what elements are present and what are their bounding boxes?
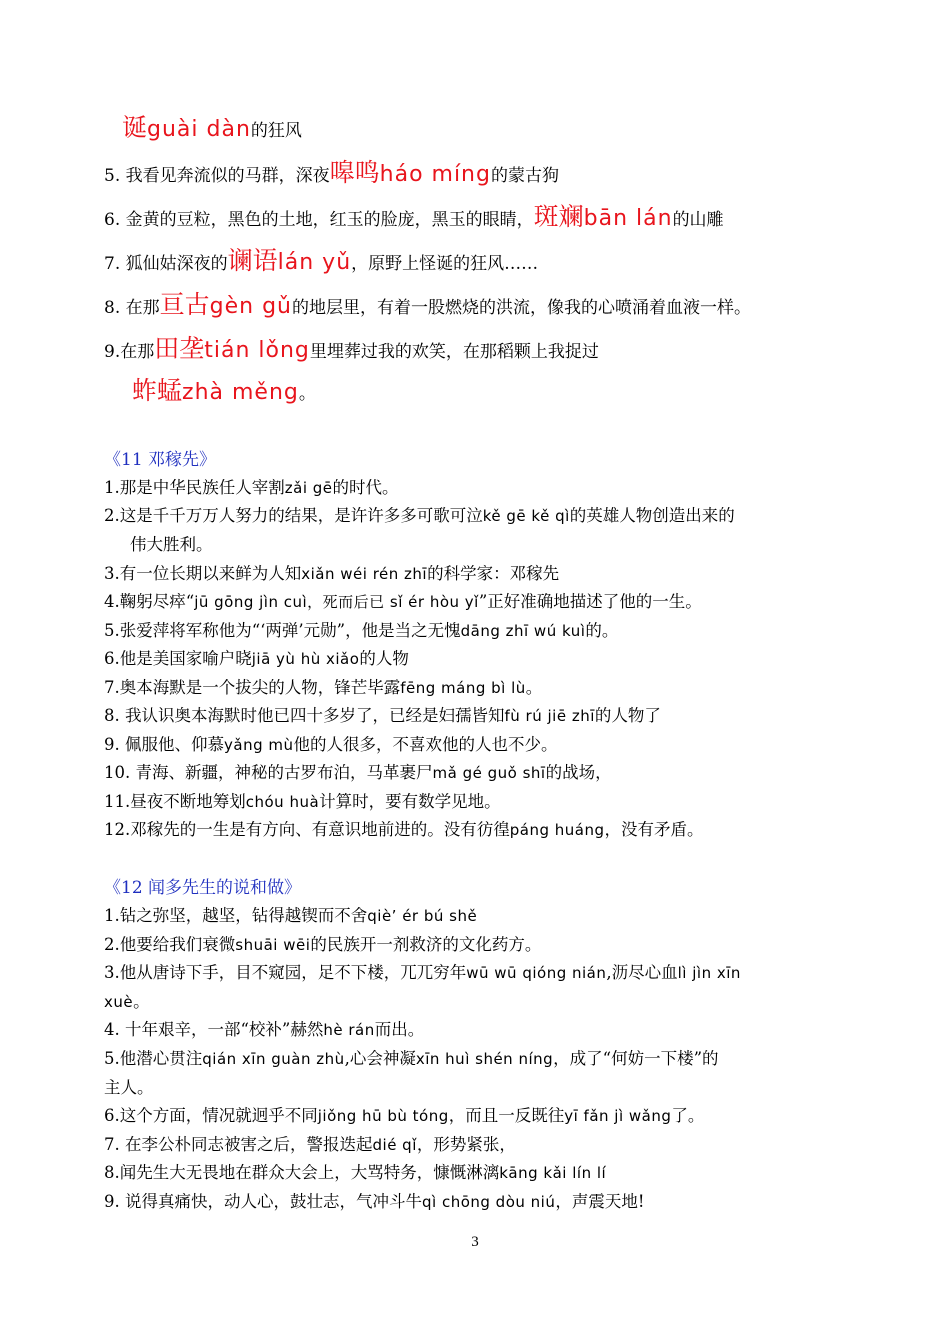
item-pinyin: jiǒng hū bù tóng	[317, 1107, 449, 1125]
item-text: 7.奥本海默是一个拔尖的人物，锋芒毕露	[104, 678, 401, 697]
vocab-chars: 谰语	[227, 246, 278, 275]
vocab-pre: 5. 我看见奔流似的马群，深夜	[104, 166, 330, 186]
item-pinyin: kě gē kě qì	[482, 507, 570, 525]
item-pinyin: shuāi wēi	[235, 936, 311, 954]
list-item	[104, 1077, 910, 1099]
item-pinyin: qián xīn guàn zhù	[202, 1050, 345, 1068]
item-pinyin: fēng máng bì lù	[400, 679, 526, 697]
item-pinyin: mǎ gé guǒ shī	[432, 764, 546, 782]
item-text: ”正好准确地描述了他的一生。	[478, 592, 702, 611]
item-pinyin: kāng kǎi lín lí	[499, 1164, 607, 1182]
list-item	[104, 819, 910, 841]
list-item	[104, 1162, 910, 1184]
item-pinyin: fù rú jiē zhī	[504, 707, 595, 725]
section-title: 《11 邓稼先》	[104, 450, 217, 470]
list-item	[130, 534, 910, 556]
list-item	[104, 591, 910, 613]
item-text: 8. 我认识奥本海默时他已四十多岁了，已经是妇孺皆知	[104, 706, 505, 725]
list-item	[104, 991, 910, 1013]
list-item	[104, 1019, 910, 1041]
list-item	[104, 648, 910, 670]
list-item	[104, 563, 910, 585]
item-text: 3.有一位长期以来鲜为人知	[104, 564, 302, 583]
list-item	[104, 1105, 910, 1127]
item-text: 的科学家：邓稼先	[427, 564, 560, 583]
vocab-post: 的地层里，有着一股燃烧的洪流，像我的心喷涌着血液一样。	[292, 298, 751, 318]
vocab-post: 的山雕	[672, 210, 724, 230]
item-text: 4. 十年艰辛，一部“校补”赫然	[104, 1020, 324, 1039]
item-text: ，没有矛盾。	[604, 820, 704, 839]
item-text: 3.他从唐诗下手，目不窥园，足不下楼，兀兀穷年	[104, 963, 467, 982]
item-pinyin: dāng zhī wú kuì	[460, 622, 586, 640]
item-pinyin: páng huáng	[509, 821, 605, 839]
vocab-chars: 蚱蜢	[132, 376, 183, 405]
vocab-chars: 诞	[122, 113, 148, 142]
item-pinyin: chóu huà	[245, 793, 320, 811]
item-text: 。	[133, 992, 150, 1011]
item-pinyin: xuè	[104, 993, 134, 1011]
item-text: ，而且一反既往	[448, 1106, 565, 1125]
item-text: 的。	[585, 621, 619, 640]
vocab-post: ，原野上怪诞的狂风……	[351, 254, 539, 274]
vocab-post: 的狂风	[250, 121, 302, 141]
vocab-line	[122, 113, 910, 142]
list-item	[104, 477, 910, 499]
item-text: 9. 佩服他、仰慕	[104, 735, 224, 754]
vocab-chars: 嗥鸣	[329, 158, 380, 187]
item-text: ，成了“何妨一下楼”的	[553, 1049, 719, 1068]
item-text: 了。	[671, 1106, 705, 1125]
vocab-pinyin: tián lǒng	[204, 338, 310, 363]
item-pinyin: jū gōng jìn cuì，死而后已 sǐ ér hòu yǐ	[194, 593, 479, 611]
vocab-pinyin: bān lán	[583, 206, 673, 231]
item-text: 2.他要给我们衰微	[104, 935, 236, 954]
list-item	[104, 620, 910, 642]
vocab-line	[132, 376, 910, 405]
vocab-pinyin: lán yǔ	[277, 250, 352, 275]
item-text: 伟大胜利。	[130, 535, 213, 554]
item-text: 11.昼夜不断地筹划	[104, 792, 246, 811]
item-pinyin: qiè’ ér bú shě	[367, 907, 478, 925]
section-title: 《12 闻多先生的说和做》	[104, 878, 302, 898]
vocab-chars: 亘古	[159, 290, 210, 319]
item-text: 1.那是中华民族任人宰割	[104, 478, 285, 497]
vocab-chars: 斑斓	[533, 202, 584, 231]
vocab-pinyin: háo míng	[379, 162, 491, 187]
item-pinyin: yǎng mù	[224, 736, 294, 754]
item-text: ，形势紧张，	[416, 1135, 516, 1154]
list-item	[104, 1134, 910, 1156]
list-item	[104, 677, 910, 699]
vocab-post: 的蒙古狗	[490, 166, 559, 186]
list-item	[104, 934, 910, 956]
item-pinyin: wū wū qióng nián	[466, 964, 607, 982]
item-pinyin: lì jìn xīn	[677, 964, 741, 982]
item-text: 主人。	[104, 1078, 154, 1097]
item-text: 的英雄人物创造出来的	[569, 506, 735, 525]
item-pinyin: xiǎn wéi rén zhī	[301, 565, 428, 583]
vocab-post: 。	[298, 384, 316, 404]
item-text: 6.他是美国家喻户晓	[104, 649, 252, 668]
vocab-line	[104, 246, 910, 275]
vocab-pinyin: gèn gǔ	[209, 294, 292, 319]
vocab-pinyin: guài dàn	[147, 117, 251, 142]
item-pinyin: xīn huì shén níng	[415, 1050, 554, 1068]
list-item	[104, 762, 910, 784]
vocab-post: 里埋葬过我的欢笑，在那稻颗上我捉过	[309, 342, 599, 362]
vocab-pre: 7. 狐仙姑深夜的	[104, 254, 228, 274]
list-item	[104, 1048, 910, 1070]
item-text: 12.邓稼先的一生是有方向、有意识地前进的。没有彷徨	[104, 820, 510, 839]
vocab-pre: 8. 在那	[104, 298, 160, 318]
vocab-pre: 9.在那	[104, 342, 155, 362]
item-text: 的民族开一剂救济的文化药方。	[310, 935, 542, 954]
item-text: 的战场，	[545, 763, 612, 782]
item-pinyin: zǎi gē	[284, 479, 333, 497]
list-item	[104, 962, 910, 984]
list-item	[104, 905, 910, 927]
list-item	[104, 705, 910, 727]
item-text: 他的人很多，不喜欢他的人也不少。	[293, 735, 558, 754]
list-item	[104, 505, 910, 527]
page-number: 3	[471, 1234, 479, 1250]
item-text: 9. 说得真痛快，动人心，鼓壮志，气冲斗牛	[104, 1192, 422, 1211]
vocab-chars: 田垄	[154, 334, 205, 363]
item-pinyin: qì chōng dòu niú	[422, 1193, 556, 1211]
vocab-line	[104, 334, 910, 363]
item-text: 而出。	[374, 1020, 425, 1039]
item-text: ，声震天地!	[555, 1192, 645, 1211]
item-text: ,沥尽心血	[606, 963, 678, 982]
vocab-line	[104, 202, 910, 231]
item-pinyin: jiā yù hù xiǎo	[251, 650, 360, 668]
vocab-pre: 6. 金黄的豆粒，黑色的土地，红玉的脸庞，黑玉的眼睛，	[104, 210, 534, 230]
item-pinyin: hè rán	[323, 1021, 375, 1039]
vocab-line	[104, 290, 910, 319]
list-item	[104, 791, 910, 813]
item-text: 。	[525, 678, 543, 697]
list-item	[104, 1191, 910, 1213]
vocab-pinyin: zhà měng	[182, 380, 299, 405]
item-text: 的时代。	[332, 478, 399, 497]
item-text: 1.钻之弥坚，越坚，钻得越锲而不舍	[104, 906, 368, 925]
item-text: 7. 在李公朴同志被害之后，警报迭起	[104, 1135, 373, 1154]
item-text: 的人物	[359, 649, 409, 668]
item-text: 8.闻先生大无畏地在群众大会上，大骂特务，慷慨淋漓	[104, 1163, 500, 1182]
item-text: 6.这个方面，情况就迥乎不同	[104, 1106, 318, 1125]
list-item	[104, 734, 910, 756]
item-text: 10. 青海、新疆，神秘的古罗布泊，马革裹尸	[104, 763, 433, 782]
item-text: 计算时，要有数学见地。	[319, 792, 501, 811]
item-text: 4.鞠躬尽瘁“	[104, 592, 195, 611]
vocab-line	[104, 158, 910, 187]
item-text: 2.这是千千万万人努力的结果，是许许多多可歌可泣	[104, 506, 483, 525]
item-text: 的人物了	[594, 706, 661, 725]
item-text: 5.张爱萍将军称他为“‘两弹’元勋”，他是当之无愧	[104, 621, 461, 640]
item-text: ,心会神凝	[344, 1049, 416, 1068]
item-pinyin: dié qǐ	[372, 1136, 417, 1154]
item-text: 5.他潜心贯注	[104, 1049, 203, 1068]
item-pinyin: yī fǎn jì wǎng	[564, 1107, 672, 1125]
